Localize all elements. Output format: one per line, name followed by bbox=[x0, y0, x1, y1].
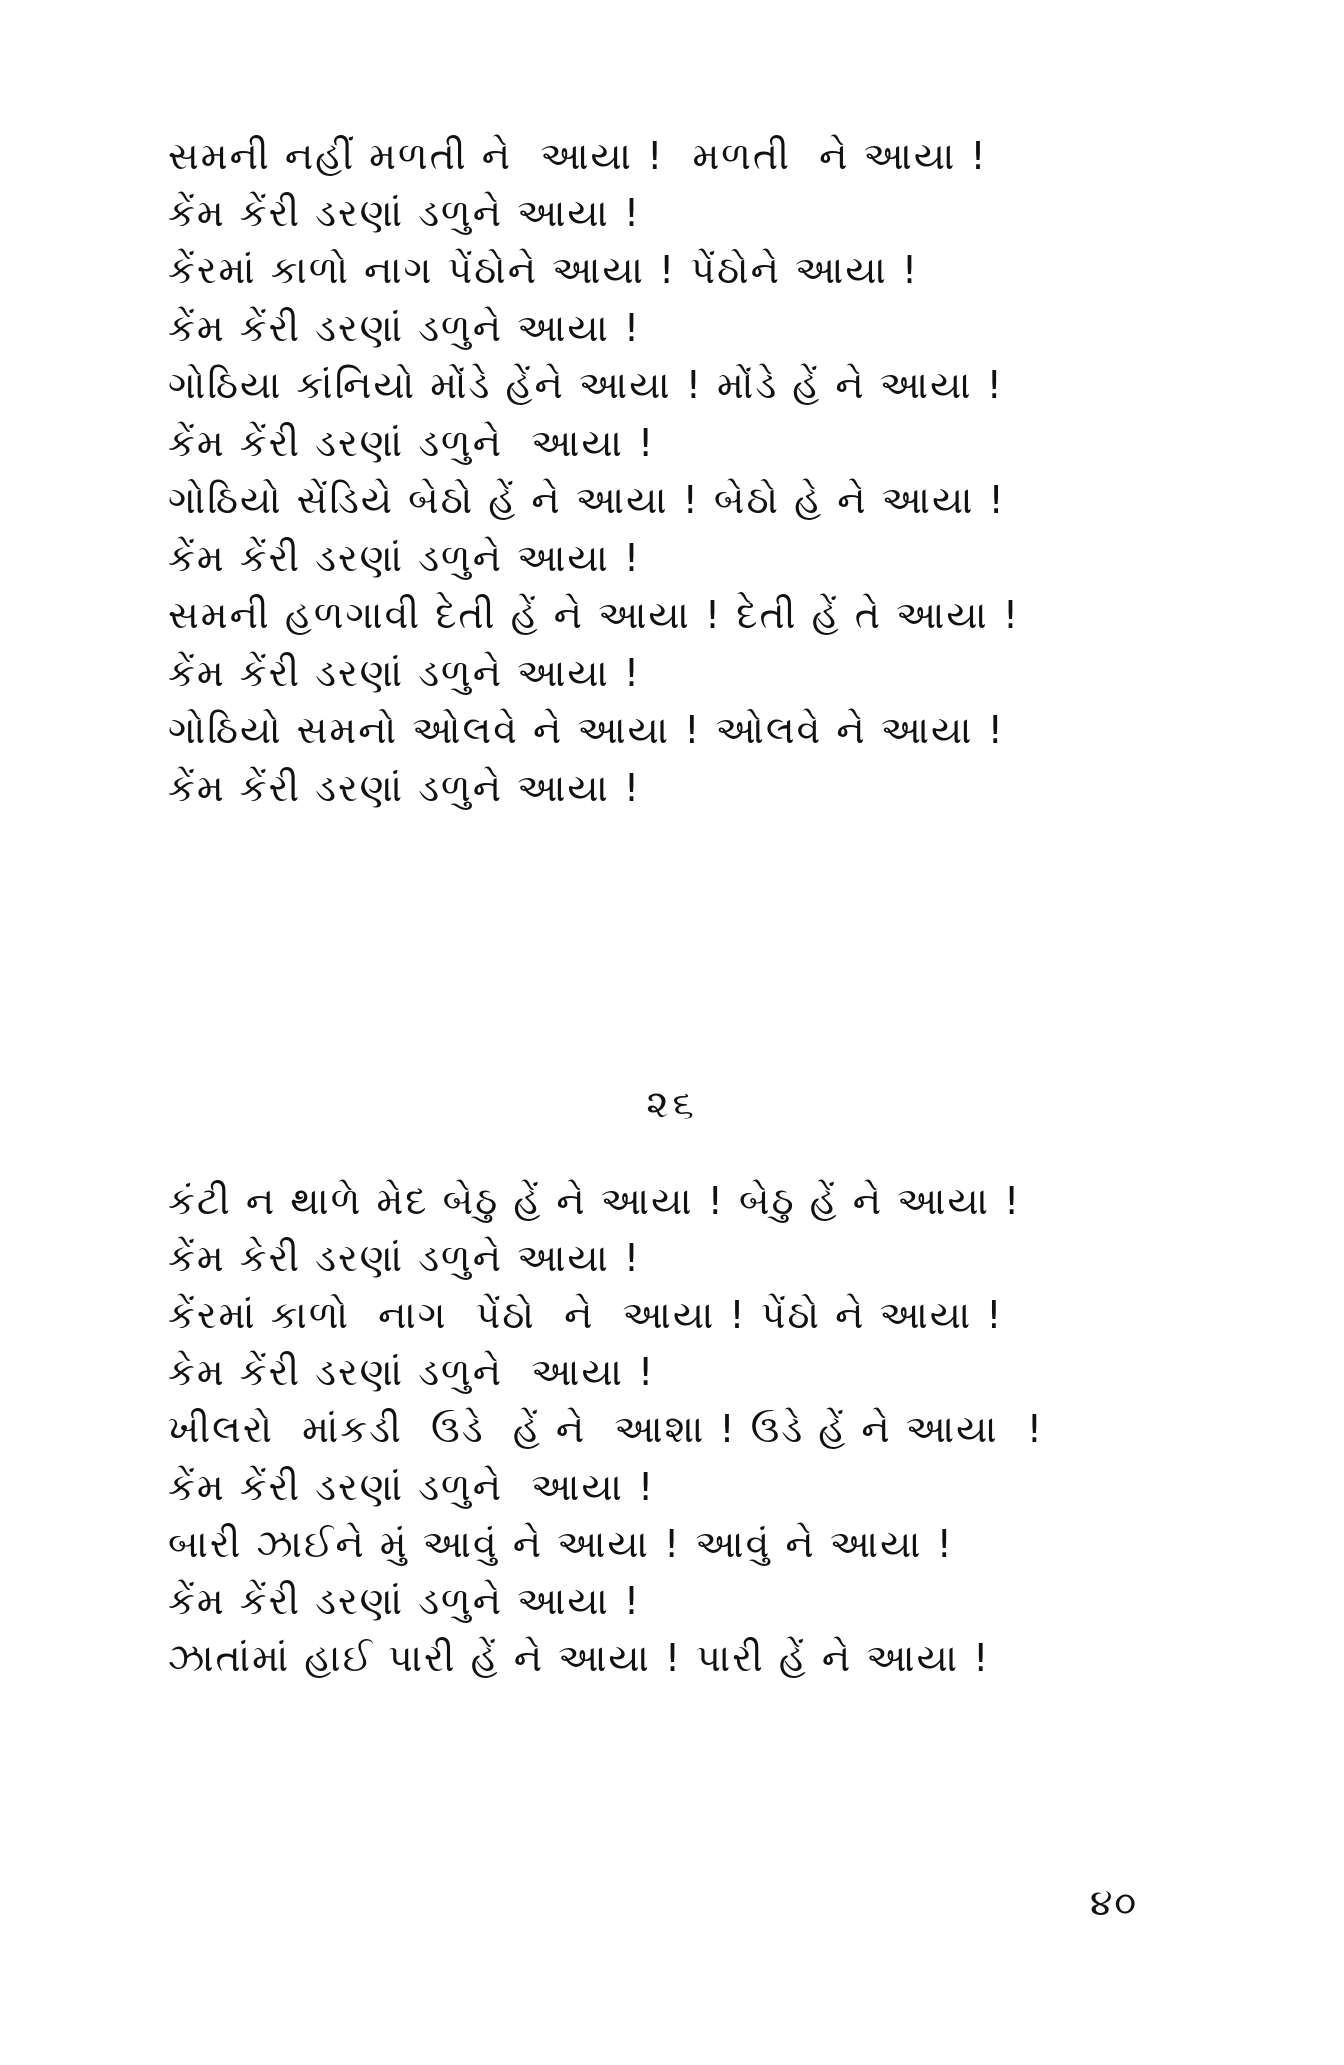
verse-line: કેંરમાં કાળો નાગ પેંઠોને આયા ! પેંઠોને આયા ! bbox=[168, 248, 920, 292]
verse-line: કેંમ કેંરી ડરણાં ડળુને આયા ! bbox=[168, 766, 642, 810]
verse-line: ગોઠિયા કાંનિયો મોંડે હેંને આયા ! મોંડે હેં ને આયા ! bbox=[168, 363, 1004, 407]
verse-line: ગોઠિયો સમનો ઓલવે ને આયા ! ઓલવે ને આયા ! bbox=[168, 708, 1005, 752]
verse-line: સમની હળગાવી દેતી હેં ને આયા ! દેતી હેં તે આયા ! bbox=[168, 593, 1021, 637]
page-number: ૪૦ bbox=[1090, 1883, 1138, 1924]
verse-line: ગોઠિયો સેંડિયે બેઠો હેં ને આયા ! બેઠો હે ને આયા ! bbox=[168, 478, 1006, 522]
verse-line: ઝાતાંમાં હાઈ પારી હેં ને આયા ! પારી હેં ને આયા ! bbox=[168, 1636, 991, 1680]
verse-line: સમની નહીં મળતી ને આયા ! મળતી ને આયા ! bbox=[168, 134, 988, 178]
verse-line: કેંમ કેંરી ડરણાં ડળુને આયા ! bbox=[168, 421, 656, 465]
verse-line: ખીલરો માંકડી ઉડે હેં ને આશા ! ઉડે હેં ને આયા ! bbox=[168, 1407, 1044, 1451]
verse-line: કેંમ કેંરી ડરણાં ડળુને આયા ! bbox=[168, 306, 642, 350]
verse-line: કેંમ કેંરી ડરણાં ડળુને આયા ! bbox=[168, 191, 642, 235]
verse-line: કેંમ કેંરી ડરણાં ડળુને આયા ! bbox=[168, 536, 642, 580]
verse-line: કેંમ કેંરી ડરણાં ડળુને આયા ! bbox=[168, 651, 642, 695]
verse-line: કેંમ કેંરી ડરણાં ડળુને આયા ! bbox=[168, 1465, 656, 1509]
verse-line: બારી ઝાઈને મું આવું ને આયા ! આવું ને આયા ! bbox=[168, 1522, 954, 1566]
section-number: ૨૬ bbox=[646, 1082, 698, 1126]
verse-line: કંટી ન થાળે મેદ બેઠુ હેં ને આયા ! બેઠુ હેં ને આયા ! bbox=[168, 1179, 1022, 1223]
verse-line: કેંમ કેંરી ડરણાં ડળુને આયા ! bbox=[168, 1579, 642, 1623]
verse-line: કેંરમાં કાળો નાગ પેંઠો ને આયા ! પેંઠો ને આયા ! bbox=[168, 1293, 1004, 1337]
verse-line: કેંમ કેરી ડરણાં ડળુને આયા ! bbox=[168, 1236, 642, 1280]
verse-line: કેમ કેંરી ડરણાં ડળુને આયા ! bbox=[168, 1350, 656, 1394]
